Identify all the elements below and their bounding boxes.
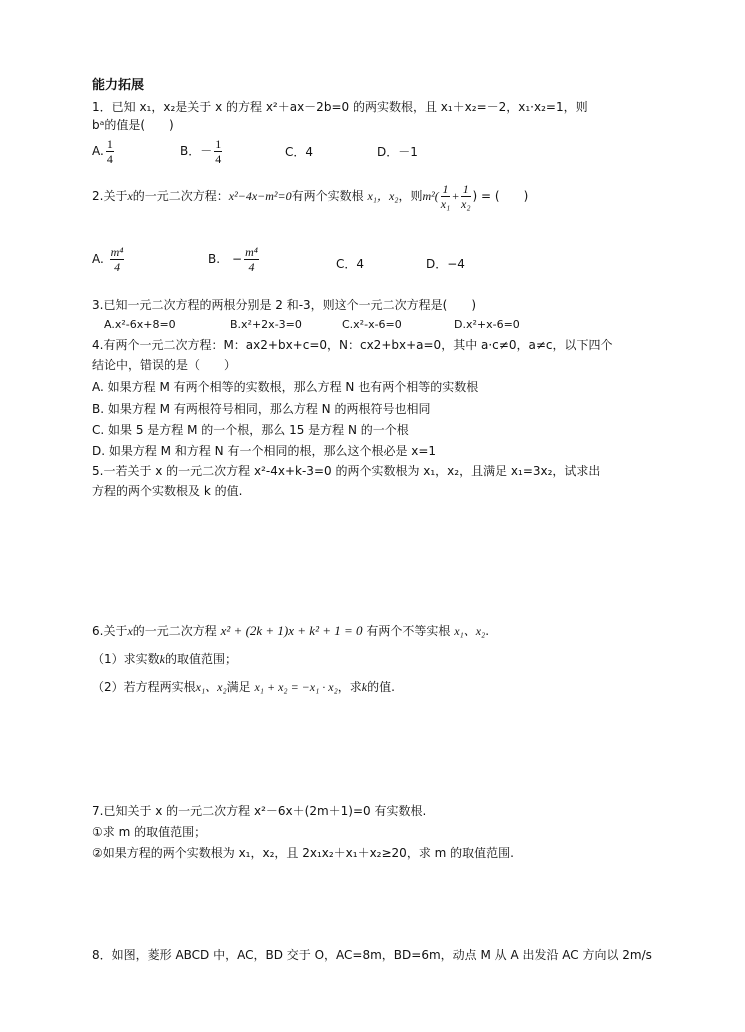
q2-fraction-2 [461,182,471,211]
q4-option-d: D. 如果方程 M 和方程 N 有一个相同的根，那么这个根必是 x=1 [92,444,437,458]
q2-option-a-fraction [110,245,125,274]
q3-stem: 3.已知一元二次方程的两根分别是 2 和-3，则这个一元二次方程是( ) [92,298,477,312]
q6-sub2-prefix: （2）若方程两实根 [92,680,196,694]
q2-stem-prefix: 2.关于 [92,189,128,203]
q6-sub2-equation: x₁ + x₂ = −x₁ · x₂ [254,680,338,694]
q2-stem-eq: x²−4x−m²=0 [228,189,292,203]
q5-line1: 5.一若关于 x 的一元二次方程 x²-4x+k-3=0 的两个实数根为 x₁，x₂，且满足 x₁=3x₂，试求出 [92,464,601,478]
q2-option-b-num: m⁴ [245,245,258,259]
q6-line1-tail: 有两个不等实根 [366,624,451,638]
q6-line1 [92,623,489,639]
q2-option-b-prefix: B. − [208,252,243,266]
q2-stem-var: x [127,189,133,203]
q6-line1-var: x [127,624,133,638]
q6-sub2-mid: 满足 [226,680,251,694]
q2-option-b [208,245,261,274]
q2-stem-m2: m²( [422,189,439,203]
q3-option-c: C.x²-x-6=0 [342,318,402,331]
q4-stem-line1: 4.有两个一元二次方程：M：ax2+bx+c=0，N：cx2+bx+a=0，其中 a·c≠0，a≠c，以下四个 [92,338,613,352]
q4-option-a: A. 如果方程 M 有两个相等的实数根，那么方程 N 也有两个相等的实数根 [92,380,479,394]
q2-fraction-1-num: 1 [442,182,449,196]
q6-line1-end: . [485,624,490,638]
q2-stem-tail: ) = ( ) [472,189,529,203]
q2-option-a-prefix: A. [92,252,104,266]
q1-option-a-den: 4 [106,152,113,166]
q2-fraction-2-den: x₂ [461,197,471,211]
q6-sub2-roots: x₁、x₂ [195,680,227,694]
q6-sub2 [92,679,395,695]
q2-stem-roots: x₁，x₂ [367,189,399,203]
q2-option-b-den: 4 [248,260,255,274]
section-title: 能力拓展 [92,78,145,93]
q1-option-b-fraction [214,137,222,166]
q7-line1: 7.已知关于 x 的一元二次方程 x²－6x＋(2m＋1)=0 有实数根. [92,804,427,818]
q2-option-a [92,245,126,274]
q4-stem-line2: 结论中，错误的是（ ） [92,358,237,372]
q4-option-b: B. 如果方程 M 有两根符号相同，那么方程 N 的两根符号也相同 [92,402,431,416]
q8-line1: 8．如图，菱形 ABCD 中，AC，BD 交于 O，AC=8m，BD=6m，动点 M 从 A 出发沿 AC 方向以 2m/s [92,948,652,962]
q1-option-b [180,137,224,166]
q2-stem [92,182,528,211]
q1-stem-line2: bᵃ的值是( ) [92,118,174,132]
q6-sub1-var: k [159,652,165,666]
q6-sub1-prefix: （1）求实数 [92,652,160,666]
q3-option-d: D.x²+x-6=0 [454,318,520,331]
q2-stem-mid: 的一元二次方程： [132,189,229,203]
q1-option-b-prefix: B．－ [180,144,213,158]
q6-line1-mid: 的一元二次方程 [132,624,217,638]
q6-line1-prefix: 6.关于 [92,624,128,638]
q3-option-b: B.x²+2x-3=0 [230,318,302,331]
q2-fraction-2-num: 1 [462,182,469,196]
q2-option-c: C．4 [336,257,365,271]
q6-line1-roots: x₁、x₂ [454,624,486,638]
q6-line1-equation: x² + (2k + 1)x + k² + 1 = 0 [220,623,363,638]
q1-option-a-fraction [106,137,114,166]
q7-line3: ②如果方程的两个实数根为 x₁，x₂，且 2x₁x₂＋x₁＋x₂≥20，求 m 的取值范围. [92,846,514,860]
q2-fraction-1-den: x₁ [440,197,451,211]
q2-option-a-num: m⁴ [110,245,124,259]
q1-option-d: D．－1 [377,145,418,159]
q5-line2: 方程的两个实数根及 k 的值. [92,484,243,498]
q3-option-a: A.x²-6x+8=0 [104,318,176,331]
q1-stem-line1: 1．已知 x₁，x₂是关于 x 的方程 x²＋ax－2b=0 的两实数根，且 x₁＋x₂=－2，x₁·x₂=1，则 [92,100,588,114]
q2-option-d: D．−4 [426,257,465,271]
q1-option-a [92,137,116,166]
q1-option-a-num: 1 [106,137,113,151]
q6-sub1 [92,651,237,667]
q1-option-a-prefix: A. [92,144,104,158]
q7-line2: ①求 m 的取值范围； [92,825,207,839]
q6-sub1-tail: 的取值范围； [164,652,237,666]
q1-option-b-den: 4 [215,152,222,166]
q2-stem-mid2: 有两个实数根 [291,189,364,203]
q6-sub2-tail: ，求 [337,680,362,694]
q2-plus: + [452,189,460,203]
q6-sub2-end: 的值. [367,680,395,694]
q1-option-b-num: 1 [215,137,222,151]
q6-sub2-var: k [361,680,368,694]
q1-option-c: C．4 [285,145,314,159]
q2-fraction-1 [441,182,451,211]
q2-stem-then: ，则 [398,189,423,203]
q2-option-a-den: 4 [114,260,121,274]
q4-option-c: C. 如果 5 是方程 M 的一个根，那么 15 是方程 N 的一个根 [92,423,409,437]
q2-option-b-fraction [244,245,259,274]
